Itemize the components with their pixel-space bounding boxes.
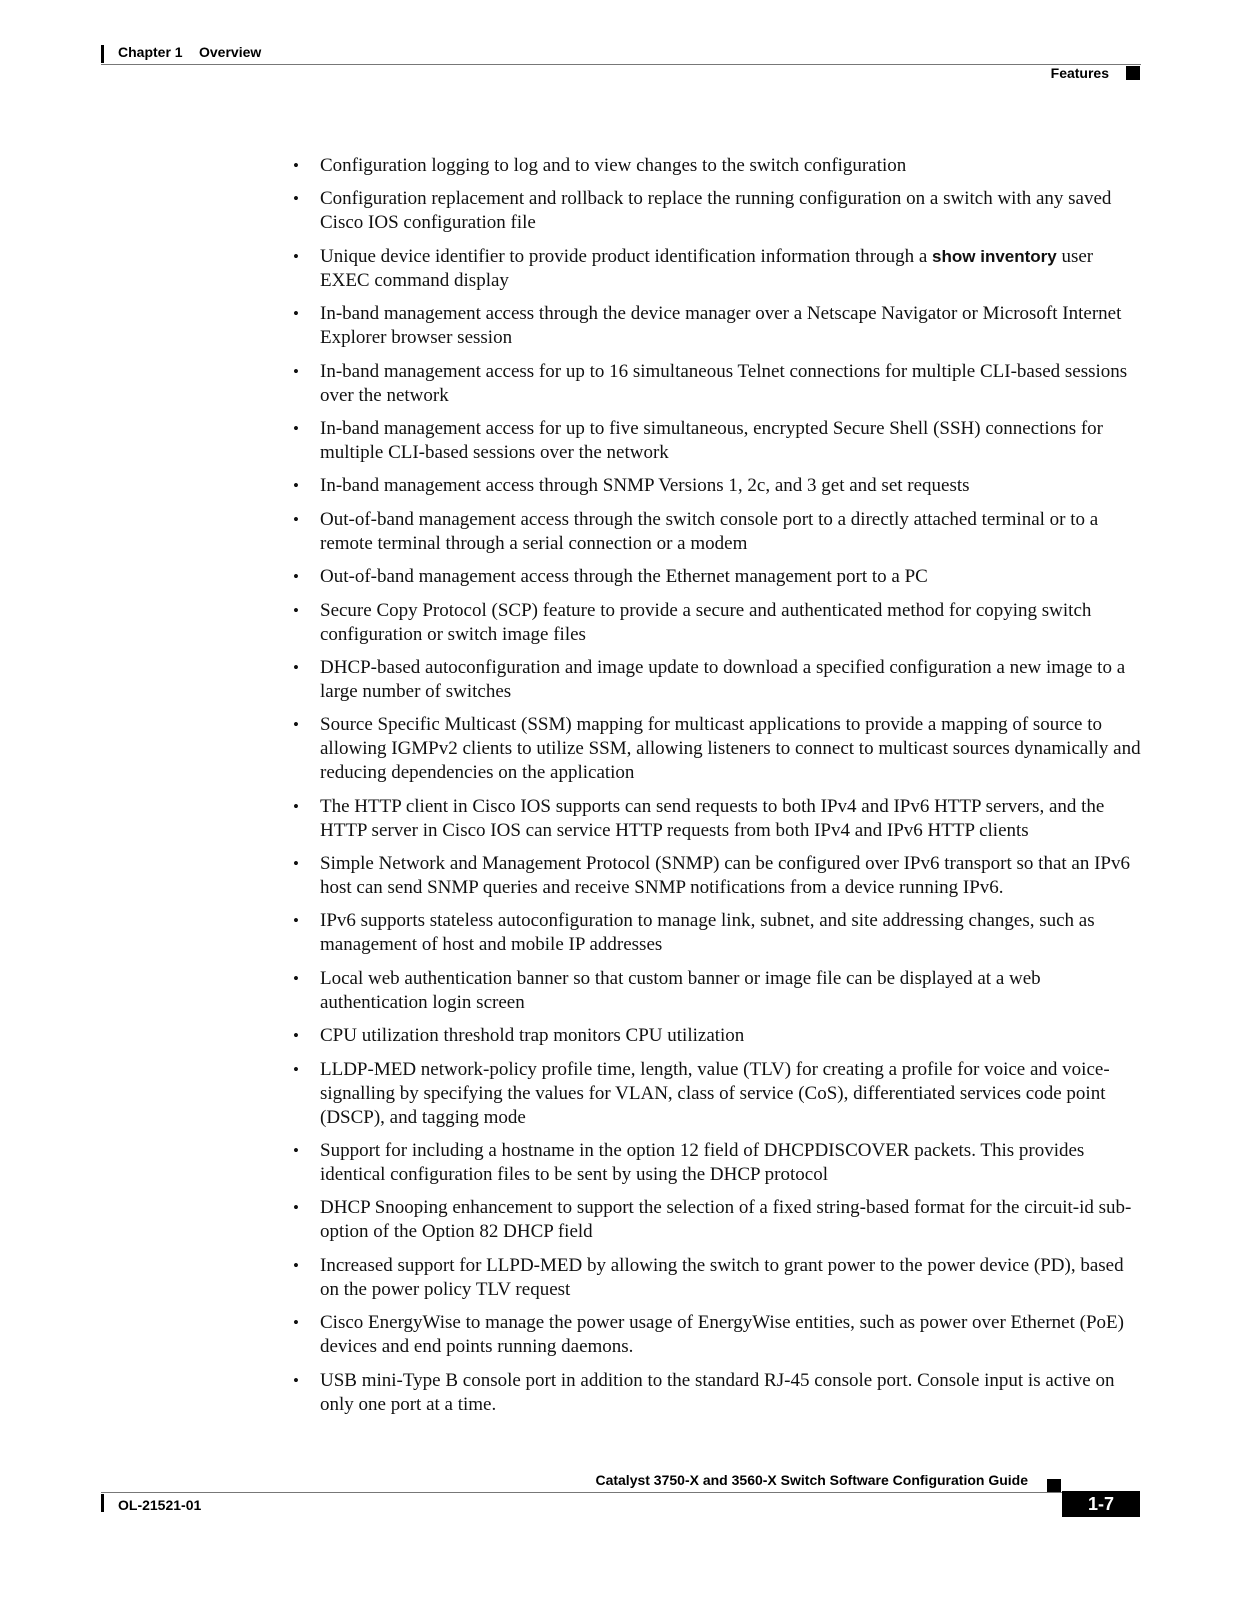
list-item-text: Support for including a hostname in the option 12 field of DHCPDISCOVER packets. This provides identical configuration files to be sent by using the DHCP protocol xyxy=(320,1140,1085,1186)
list-item xyxy=(293,1024,1143,1048)
list-item xyxy=(293,245,1143,293)
list-item xyxy=(293,852,1143,900)
feature-list xyxy=(293,154,1143,1417)
list-item-text-after: user EXEC command display xyxy=(320,245,1094,291)
page-number: 1-7 xyxy=(1062,1491,1140,1517)
footer-guide-title: Catalyst 3750-X and 3560-X Switch Software Configuration Guide xyxy=(595,1472,1028,1488)
list-item xyxy=(293,1369,1143,1417)
list-item-text: Out-of-band management access through the Ethernet management port to a PC xyxy=(320,566,928,588)
bullet-icon: • xyxy=(293,156,299,175)
footer-square xyxy=(1047,1479,1061,1493)
bullet-icon: • xyxy=(293,968,299,988)
list-item-text: Configuration replacement and rollback to replace the running configuration on a switch with any saved Cisco IOS configuration file xyxy=(320,188,1112,234)
footer-bar xyxy=(101,1494,104,1512)
list-item xyxy=(293,360,1143,408)
bullet-icon: • xyxy=(293,567,299,587)
bullet-icon: • xyxy=(293,189,299,209)
list-item xyxy=(293,417,1143,465)
bullet-icon: • xyxy=(293,304,299,324)
list-item-text: Simple Network and Management Protocol (SNMP) can be configured over IPv6 transport so that an IPv6 host can send SNMP queries and receive SNMP notifications from a device running IPv6. xyxy=(320,853,1130,899)
list-item xyxy=(293,508,1143,556)
list-item xyxy=(293,967,1143,1015)
bullet-icon: • xyxy=(293,796,299,816)
bullet-icon: • xyxy=(293,911,299,931)
bullet-icon: • xyxy=(293,715,299,735)
list-item xyxy=(293,154,1143,178)
list-item-text: IPv6 supports stateless autoconfiguration to manage link, subnet, and site addressing changes, such as management of host and mobile IP addresses xyxy=(320,910,1095,956)
feature-list-section xyxy=(293,154,1143,1426)
bullet-icon: • xyxy=(293,418,299,438)
bullet-icon: • xyxy=(293,854,299,874)
header-chapter-title: Overview xyxy=(199,44,262,60)
list-item-text: Out-of-band management access through the switch console port to a directly attached terminal or to a remote terminal through a serial connection or a modem xyxy=(320,508,1099,554)
list-item xyxy=(293,599,1143,647)
list-item-text: DHCP Snooping enhancement to support the selection of a fixed string-based format for the circuit-id sub-option of the Option 82 DHCP field xyxy=(320,1197,1132,1243)
list-item-text: Secure Copy Protocol (SCP) feature to provide a secure and authenticated method for copying switch configuration or switch image files xyxy=(320,599,1092,645)
list-item-text: Increased support for LLPD-MED by allowing the switch to grant power to the power device (PD), based on the power policy TLV request xyxy=(320,1254,1124,1300)
bullet-icon: • xyxy=(293,1198,299,1218)
list-item-text: In-band management access for up to five simultaneous, encrypted Secure Shell (SSH) connections for multiple CLI-based sessions over the network xyxy=(320,417,1103,463)
list-item xyxy=(293,1254,1143,1302)
bullet-icon: • xyxy=(293,1370,299,1390)
list-item xyxy=(293,909,1143,957)
list-item xyxy=(293,1196,1143,1244)
header-bar xyxy=(101,45,104,63)
footer-doc-number: OL-21521-01 xyxy=(118,1497,202,1513)
list-item-text: Configuration logging to log and to view changes to the switch configuration xyxy=(320,155,907,176)
list-item xyxy=(293,656,1143,704)
bullet-icon: • xyxy=(293,600,299,620)
bullet-icon: • xyxy=(293,509,299,529)
list-item-text: In-band management access for up to 16 simultaneous Telnet connections for multiple CLI-based sessions over the network xyxy=(320,360,1128,406)
list-item xyxy=(293,565,1143,589)
bullet-icon: • xyxy=(293,1059,299,1079)
list-item xyxy=(293,1311,1143,1359)
bullet-icon: • xyxy=(293,476,299,496)
bullet-icon: • xyxy=(293,1026,299,1046)
list-item-text: In-band management access through SNMP Versions 1, 2c, and 3 get and set requests xyxy=(320,475,970,497)
footer-rule xyxy=(101,1492,1062,1493)
command-keyword: show inventory xyxy=(932,246,1057,266)
list-item xyxy=(293,302,1143,350)
bullet-icon: • xyxy=(293,1313,299,1333)
bullet-icon: • xyxy=(293,657,299,677)
list-item-text: LLDP-MED network-policy profile time, length, value (TLV) for creating a profile for voice and voice-signalling by specifying the values for VLAN, class of service (CoS), differentiated services code point (DSCP), and tagging mode xyxy=(320,1058,1110,1128)
list-item-text: The HTTP client in Cisco IOS supports can send requests to both IPv4 and IPv6 HTTP servers, and the HTTP server in Cisco IOS can service HTTP requests from both IPv4 and IPv6 HTTP clients xyxy=(320,795,1105,841)
list-item-text: DHCP-based autoconfiguration and image update to download a specified configuration a new image to a large number of switches xyxy=(320,656,1126,702)
bullet-icon: • xyxy=(293,1141,299,1161)
list-item xyxy=(293,795,1143,843)
list-item xyxy=(293,187,1143,235)
list-item-text: CPU utilization threshold trap monitors CPU utilization xyxy=(320,1025,745,1047)
header-chapter: Chapter 1 xyxy=(118,44,183,60)
list-item-text: Local web authentication banner so that custom banner or image file can be displayed at a web authentication login screen xyxy=(320,967,1041,1013)
list-item-text: Source Specific Multicast (SSM) mapping for multicast applications to provide a mapping of source to allowing IGMPv2 clients to utilize SSM, allowing listeners to connect to multicast sources dynamically and reducing dependencies on the application xyxy=(320,714,1141,784)
header-section: Features xyxy=(1050,65,1109,81)
bullet-icon: • xyxy=(293,1255,299,1275)
list-item-text: USB mini-Type B console port in addition to the standard RJ-45 console port. Console input is active on only one port at a time. xyxy=(320,1369,1115,1415)
list-item-text: Unique device identifier to provide product identification information through a xyxy=(320,245,933,267)
bullet-icon: • xyxy=(293,361,299,381)
list-item xyxy=(293,1058,1143,1130)
list-item xyxy=(293,474,1143,498)
list-item xyxy=(293,1139,1143,1187)
list-item xyxy=(293,713,1143,785)
bullet-icon: • xyxy=(293,246,299,266)
header-square xyxy=(1126,66,1140,80)
list-item-text: Cisco EnergyWise to manage the power usage of EnergyWise entities, such as power over Ethernet (PoE) devices and end points running daemons. xyxy=(320,1312,1124,1358)
header-rule xyxy=(101,64,1141,65)
list-item-text: In-band management access through the device manager over a Netscape Navigator or Microsoft Internet Explorer browser session xyxy=(320,303,1122,349)
